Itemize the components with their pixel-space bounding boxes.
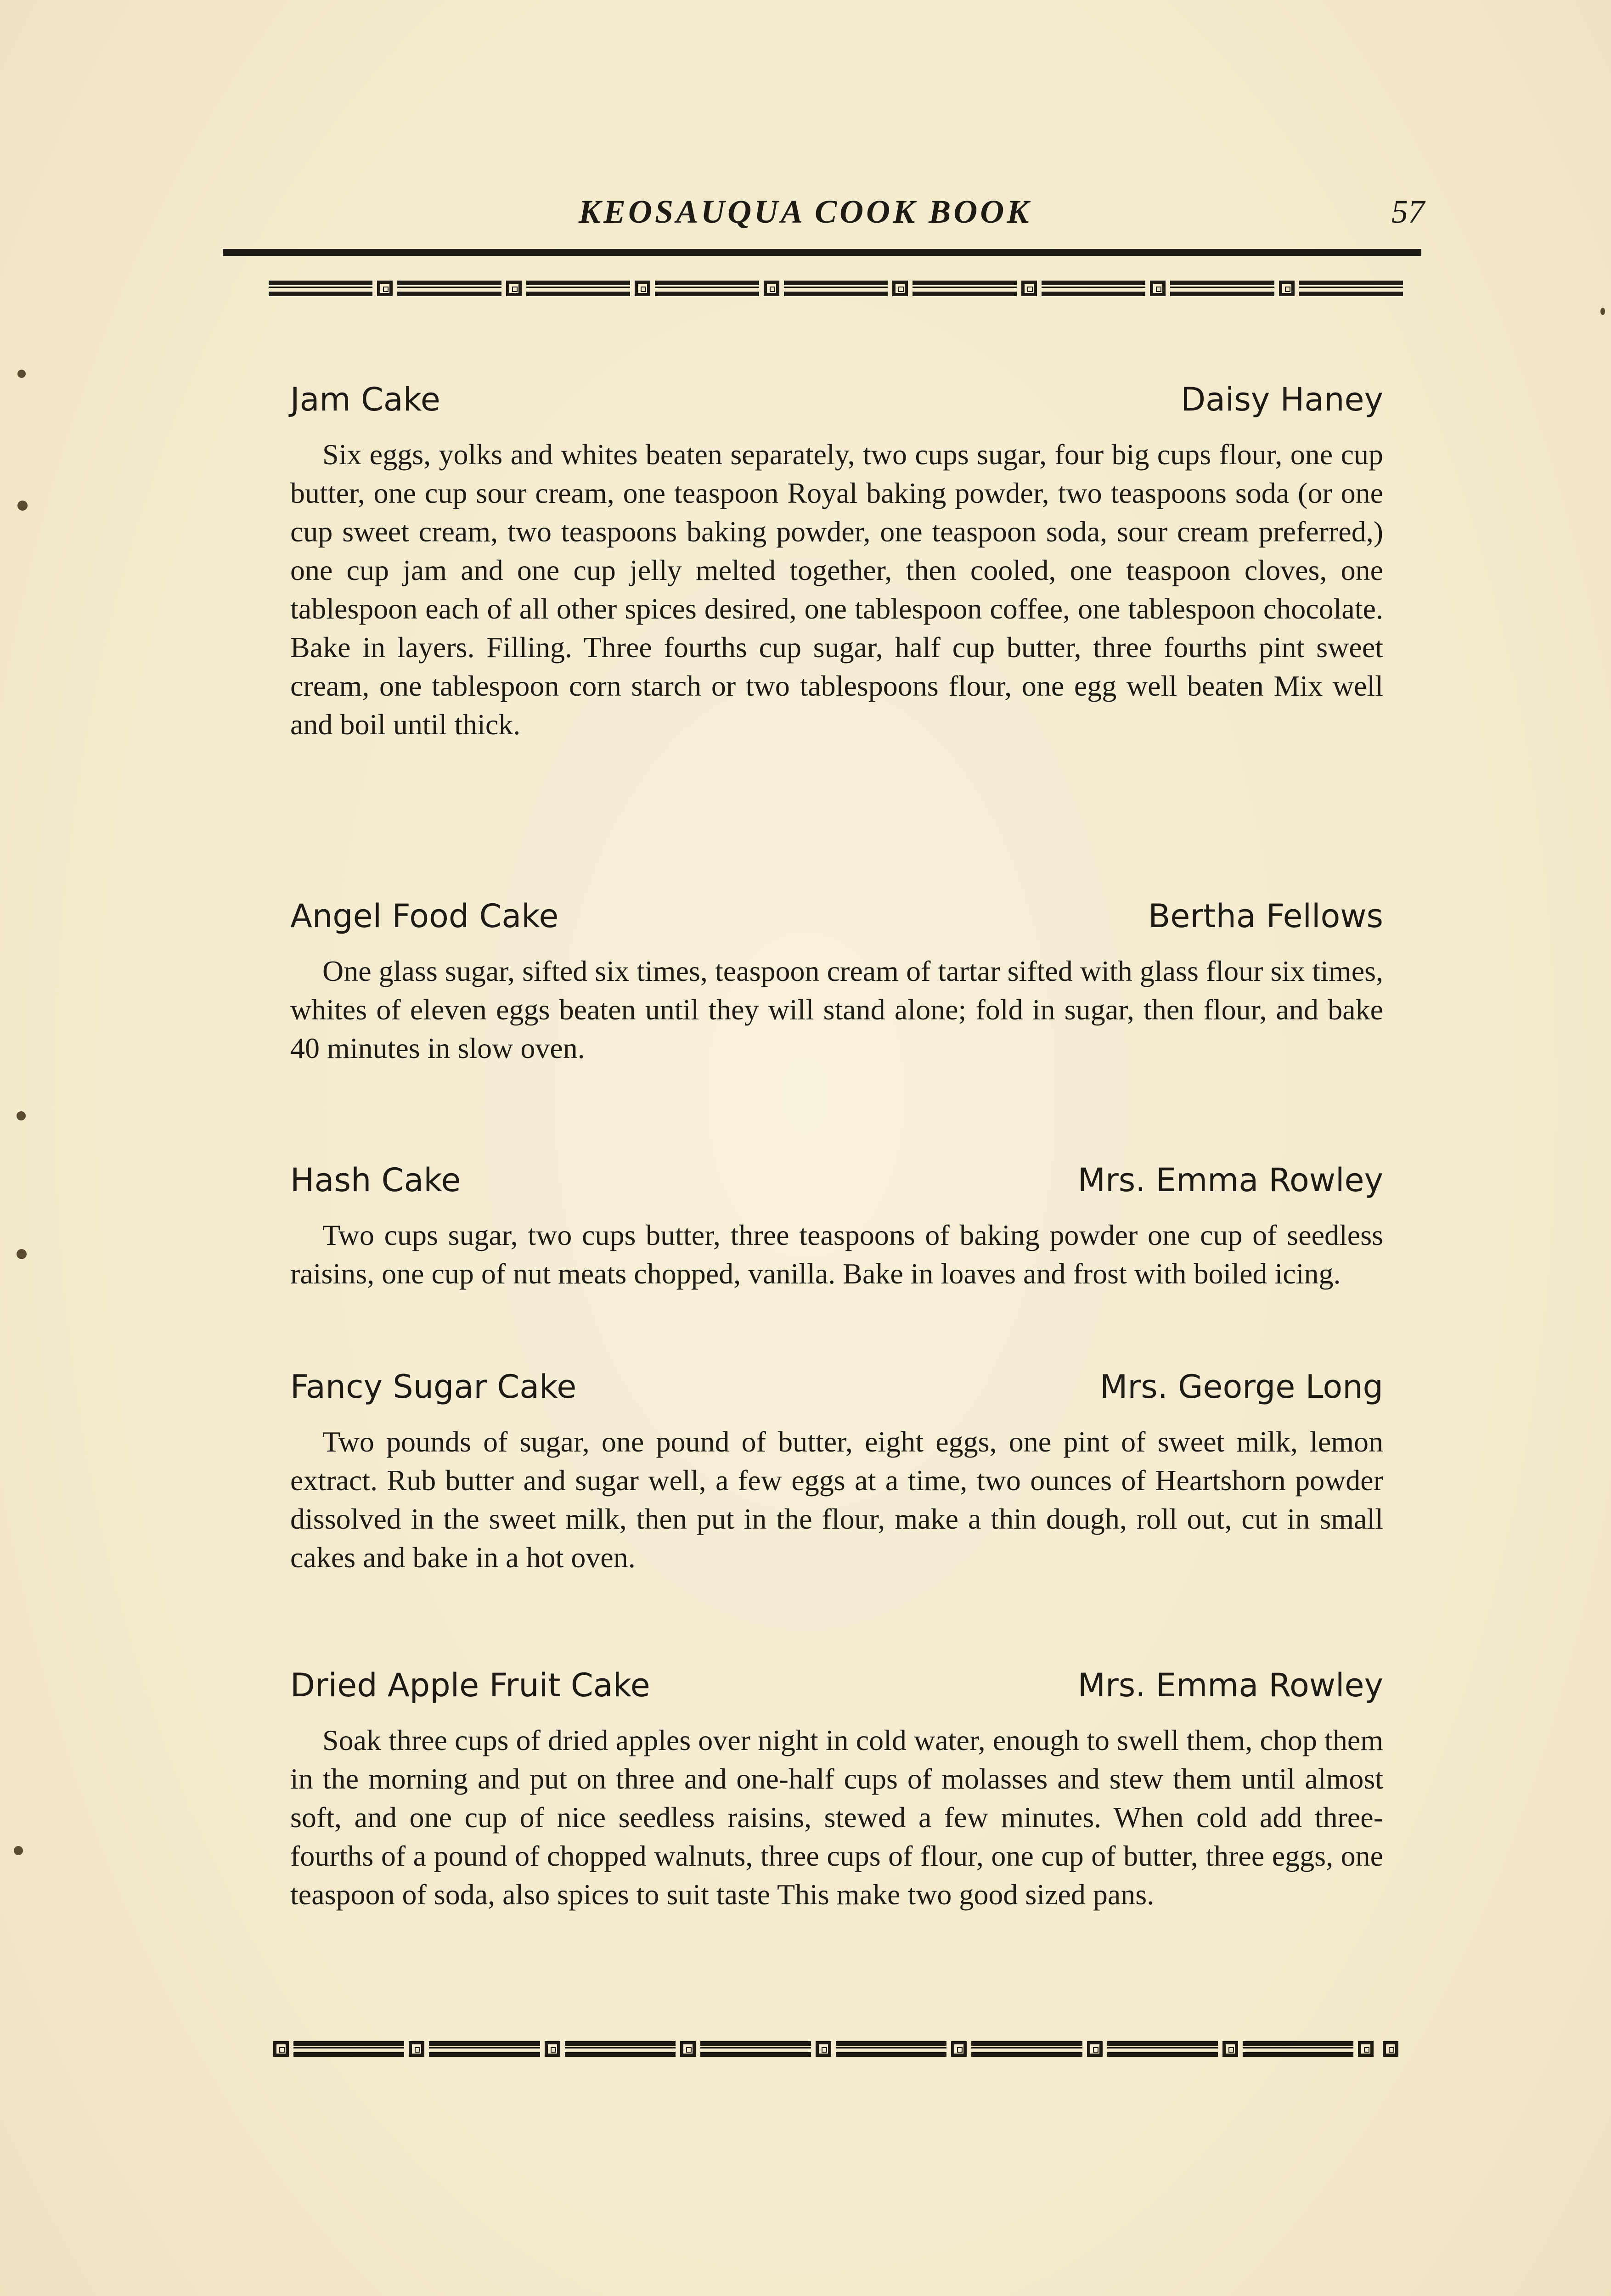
recipe-text: Soak three cups of dried apples over night in cold water, enough to swell them, chop them in the morning and put on three and one-half cups of molasses and stew them until almost soft, and one cup of nice seedless raisins, stewed a few minutes. When cold add three-fourths of a pound of chopped walnuts, three cups of flour, one cup of butter, three eggs, one teaspoon of soda, also spices to suit taste This make two good sized pans.	[290, 1724, 1383, 1911]
recipe-title: Hash Cake	[290, 1161, 461, 1199]
recipe-text: Two cups sugar, two cups butter, three teaspoons of baking powder one cup of seedless raisins, one cup of nut meats chopped, vanilla. Bake in loaves and frost with boiled icing.	[290, 1219, 1383, 1290]
paper-speck	[17, 1249, 27, 1259]
recipe-title: Fancy Sugar Cake	[290, 1368, 577, 1406]
recipe-fancy-sugar-cake	[290, 1364, 1383, 1577]
recipe-author: Daisy Haney	[1181, 381, 1383, 418]
bottom-ornamental-border	[269, 2039, 1403, 2059]
recipe-title: Angel Food Cake	[290, 897, 559, 935]
recipe-author: Bertha Fellows	[1148, 897, 1383, 935]
recipe-text: One glass sugar, sifted six times, teaspoon cream of tartar sifted with glass flour six times, whites of eleven eggs beaten until they will stand alone; fold in sugar, then flour, and bake 40 minutes in slow oven.	[290, 955, 1383, 1064]
recipe-dried-apple-fruit-cake	[290, 1662, 1383, 1914]
paper-speck	[17, 501, 28, 511]
running-title: KEOSAUQUA COOK BOOK	[579, 193, 1032, 230]
paper-speck	[1600, 308, 1605, 315]
recipe-hash-cake	[290, 1157, 1383, 1293]
recipe-title: Dried Apple Fruit Cake	[290, 1666, 650, 1704]
recipe-text: Two pounds of sugar, one pound of butter, eight eggs, one pint of sweet milk, lemon extract. Rub butter and sugar well, a few eggs at a time, two ounces of Heartshorn powder dissolved in the sweet milk, then put in the flour, make a thin dough, roll out, cut in small cakes and bake in a hot oven.	[290, 1425, 1383, 1574]
header-rule	[223, 249, 1421, 256]
page-number: 57	[1391, 193, 1425, 230]
recipe-jam-cake	[290, 377, 1383, 744]
paper-speck	[14, 1846, 23, 1855]
recipe-author: Mrs. George Long	[1100, 1368, 1383, 1406]
paper-speck	[17, 1111, 26, 1120]
recipe-angel-food-cake	[290, 893, 1383, 1068]
paper-speck	[17, 370, 26, 378]
recipe-author: Mrs. Emma Rowley	[1077, 1666, 1383, 1704]
top-ornamental-border	[269, 278, 1403, 298]
recipe-title: Jam Cake	[290, 381, 440, 418]
recipe-text: Six eggs, yolks and whites beaten separately, two cups sugar, four big cups flour, one cup butter, one cup sour cream, one teaspoon Royal baking powder, two teaspoons soda (or one cup sweet cream, two teaspoons baking powder, one teaspoon soda, sour cream preferred,) one cup jam and one cup jelly melted together, then cooled, one teaspoon cloves, one tablespoon each of all other spices desired, one tablespoon coffee, one tablespoon chocolate. Bake in layers. Filling. Three fourths cup sugar, half cup butter, three fourths pint sweet cream, one tablespoon corn starch or two tablespoons flour, one egg well beaten Mix well and boil until thick.	[290, 438, 1383, 741]
recipe-author: Mrs. Emma Rowley	[1077, 1161, 1383, 1199]
